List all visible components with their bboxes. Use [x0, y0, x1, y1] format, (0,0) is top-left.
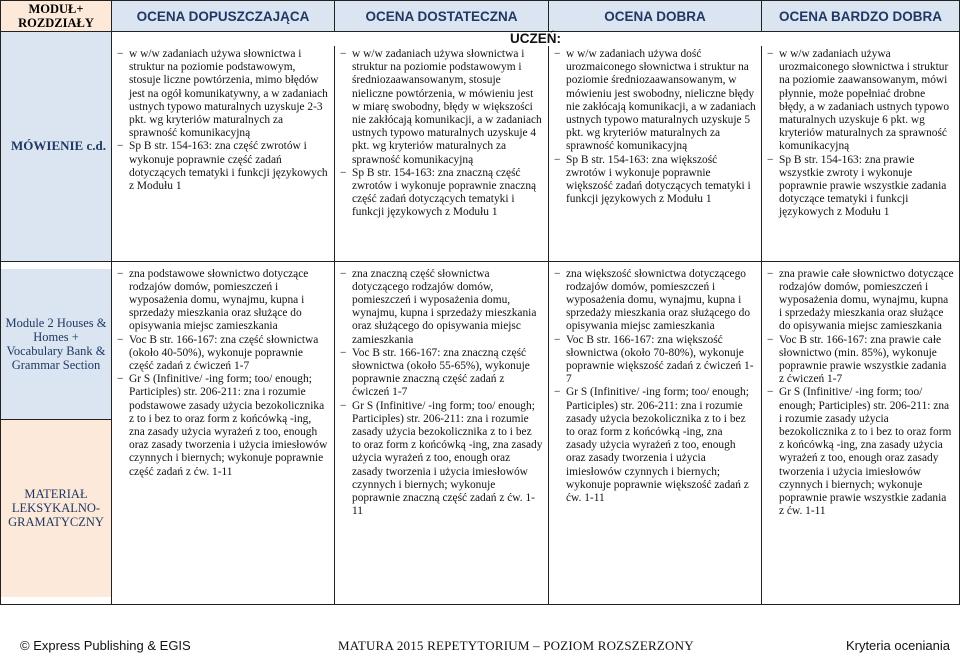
- criteria-item: − w w/w zadaniach używa urozmaiconego słownictwa i struktur na poziomie zaawansowanym, mówi płynnie, może popełniać drobne błędy, a w zadaniach ustnych typowo maturalnych uzyskuje 6 pkt. wg kryteriów maturalnych za sprawność komunikacyjną: [767, 48, 954, 154]
- uczen-row: [1, 32, 960, 47]
- skill-cell: [1, 32, 112, 262]
- criteria-list: [117, 48, 329, 193]
- material-cell: [112, 261, 335, 605]
- criteria-item: − Sp B str. 154-163: zna większość zwrotów i wykonuje poprawnie większość zadań dotyczących tematyki i funkcji językowych z Modułu 1: [554, 154, 756, 207]
- material-cell: [549, 261, 762, 605]
- criteria-list: [767, 268, 954, 519]
- speaking-cell: [335, 46, 549, 261]
- criteria-item: − Sp B str. 154-163: zna prawie wszystkie zwroty i wykonuje poprawnie prawie wszystkie zadania dotyczące tematyki i funkcji językowych z Modułu 1: [767, 154, 954, 220]
- criteria-item: − Voc B str. 166-167: zna większość słownictwa (około 70-80%), wykonuje poprawnie większość zadań z ćwiczeń 1-7: [554, 334, 756, 387]
- criteria-item: − w w/w zadaniach używa słownictwa i struktur na poziomie podstawowym, stosuje liczne powtórzenia, mimo błędów jest na ogół komunikatywny, a w zadaniach ustnych typowo maturalnych uzyskuje 2-3 pkt. wg kryteriów maturalnych za sprawność komunikacyjną: [117, 48, 329, 140]
- row-header-label: MODUŁ+ ROZDZIAŁY: [1, 1, 112, 32]
- criteria-item: − Gr S (Infinitive/ -ing form; too/ enough; Participles) str. 206-211: zna i rozumie podstawowe zasady użycia bezokolicznika z to i bez to oraz form z końcówką -ing, zna zasady użycia wyrażeń z too, enough oraz zasady tworzenia i użycia imiesłowów czynnych i biernych; wykonuje poprawnie część zadań z ćw. 1-11: [117, 373, 329, 479]
- criteria-item: − zna większość słownictwa dotyczącego rodzajów domów, pomieszczeń i wyposażenia domu, wynajmu, kupna i sprzedaży mieszkania oraz służącego do opisywania miejsc zamieszkania: [554, 268, 756, 334]
- criteria-item: − Voc B str. 166-167: zna część słownictwa (około 40-50%), wykonuje poprawnie część zadań z ćwiczeń 1-7: [117, 334, 329, 374]
- speaking-cell: [549, 46, 762, 261]
- speaking-cell: [112, 46, 335, 261]
- criteria-list: [554, 268, 756, 506]
- criteria-item: − w w/w zadaniach używa dość urozmaiconego słownictwa i struktur na poziomie średniozaawansowanym, w mówieniu jest swobodny, nieliczne błędy nie zakłócają komunikacji, a w zadaniach ustnych typowo maturalnych uzyskuje 5 pkt. wg kryteriów maturalnych za sprawność komunikacyjną: [554, 48, 756, 154]
- criteria-item: − w w/w zadaniach używa słownictwa i struktur na poziomie podstawowym i średniozaawansowanym, stosuje nieliczne powtórzenia, w mówieniu jest w miarę swobodny, błędy w większości nie zakłócają komunikacji, a w zadaniach ustnych typowo maturalnych uzyskuje 4 pkt. wg kryteriów maturalnych za sprawność komunikacyjną: [340, 48, 543, 167]
- criteria-list: [767, 48, 954, 220]
- column-header: OCENA BARDZO DOBRA: [762, 1, 960, 32]
- footer-copyright: © Express Publishing & EGIS: [20, 638, 191, 653]
- criteria-item: − Gr S (Infinitive/ -ing form; too/ enough; Participles) str. 206-211: zna i rozumie zasady użycia bezokolicznika z to i bez to oraz form z końcówką -ing, zna zasady użycia wyrażeń z too, enough oraz zasady tworzenia i użycia imiesłowów czynnych i biernych; wykonuje poprawnie większość zadań z ćw. 1-11: [554, 386, 756, 505]
- criteria-list: [554, 48, 756, 206]
- criteria-item: − Gr S (Infinitive/ -ing form; too/ enough; Participles) str. 206-211: zna i rozumie zasady użycia bezokolicznika z to i bez to oraz form z końcówką -ing, zna zasady użycia wyrażeń z too, enough oraz zasady tworzenia i użycia imiesłowów czynnych i biernych; wykonuje poprawnie znaczną część zadań z ćw. 1-11: [340, 400, 543, 519]
- column-header: OCENA DOSTATECZNA: [335, 1, 549, 32]
- column-header: OCENA DOPUSZCZAJĄCA: [112, 1, 335, 32]
- header-row: [1, 1, 960, 32]
- criteria-list: [340, 268, 543, 519]
- module-label: Module 2 Houses & Homes + Vocabulary Bank & Grammar Section: [1, 269, 111, 419]
- criteria-item: − Sp B str. 154-163: zna część zwrotów i wykonuje poprawnie część zadań dotyczących tematyki i funkcji językowych z Modułu 1: [117, 140, 329, 193]
- footer-section: Kryteria oceniania: [845, 638, 950, 653]
- criteria-item: − zna znaczną część słownictwa dotyczącego rodzajów domów, pomieszczeń i wyposażenia domu, wynajmu, kupna i sprzedaży mieszkania oraz służącego do opisywania miejsc zamieszkania: [340, 268, 543, 347]
- criteria-item: − Voc B str. 166-167: zna znaczną część słownictwa (około 55-65%), wykonuje poprawnie znaczną część zadań z ćwiczeń 1-7: [340, 347, 543, 400]
- speaking-row: [1, 46, 960, 261]
- criteria-list: [340, 48, 543, 220]
- speaking-cell: [762, 46, 960, 261]
- skill-label: MÓWIENIE c.d.: [11, 138, 106, 154]
- material-cell: [335, 261, 549, 605]
- column-header: OCENA DOBRA: [549, 1, 762, 32]
- criteria-item: − zna prawie całe słownictwo dotyczące rodzajów domów, pomieszczeń i wyposażenia domu, wynajmu, kupna i sprzedaży mieszkania oraz służące do opisywania miejsc zamieszkania: [767, 268, 954, 334]
- material-side-cell: [1, 261, 112, 605]
- criteria-item: − Voc B str. 166-167: zna prawie całe słownictwo (min. 85%), wykonuje poprawnie prawie wszystkie zadania z ćwiczeń 1-7: [767, 334, 954, 387]
- criteria-list: [117, 268, 329, 479]
- criteria-item: − Gr S (Infinitive/ -ing form; too/ enough; Participles) str. 206-211: zna i rozumie zasady użycia bezokolicznika z to i bez to oraz form z końcówką -ing, zna zasady użycia wyrażeń z too, enough oraz zasady tworzenia i użycia imiesłowów czynnych i biernych; wykonuje poprawnie prawie wszystkie zadania z ćw. 1-11: [767, 386, 954, 518]
- criteria-item: − Sp B str. 154-163: zna znaczną część zwrotów i wykonuje poprawnie znaczną część zadań dotyczących tematyki i funkcji językowych z Modułu 1: [340, 167, 543, 220]
- material-cell: [762, 261, 960, 605]
- material-label: MATERIAŁ LEKSYKALNO-GRAMATYCZNY: [1, 419, 111, 597]
- footer-title: MATURA 2015 REPETYTORIUM – POZIOM ROZSZERZONY: [338, 638, 694, 653]
- criteria-item: − zna podstawowe słownictwo dotyczące rodzajów domów, pomieszczeń i wyposażenia domu, wynajmu, kupna i sprzedaży mieszkania oraz służące do opisywania miejsc zamieszkania: [117, 268, 329, 334]
- material-row: [1, 261, 960, 605]
- uczen-label: UCZEŃ:: [112, 32, 960, 47]
